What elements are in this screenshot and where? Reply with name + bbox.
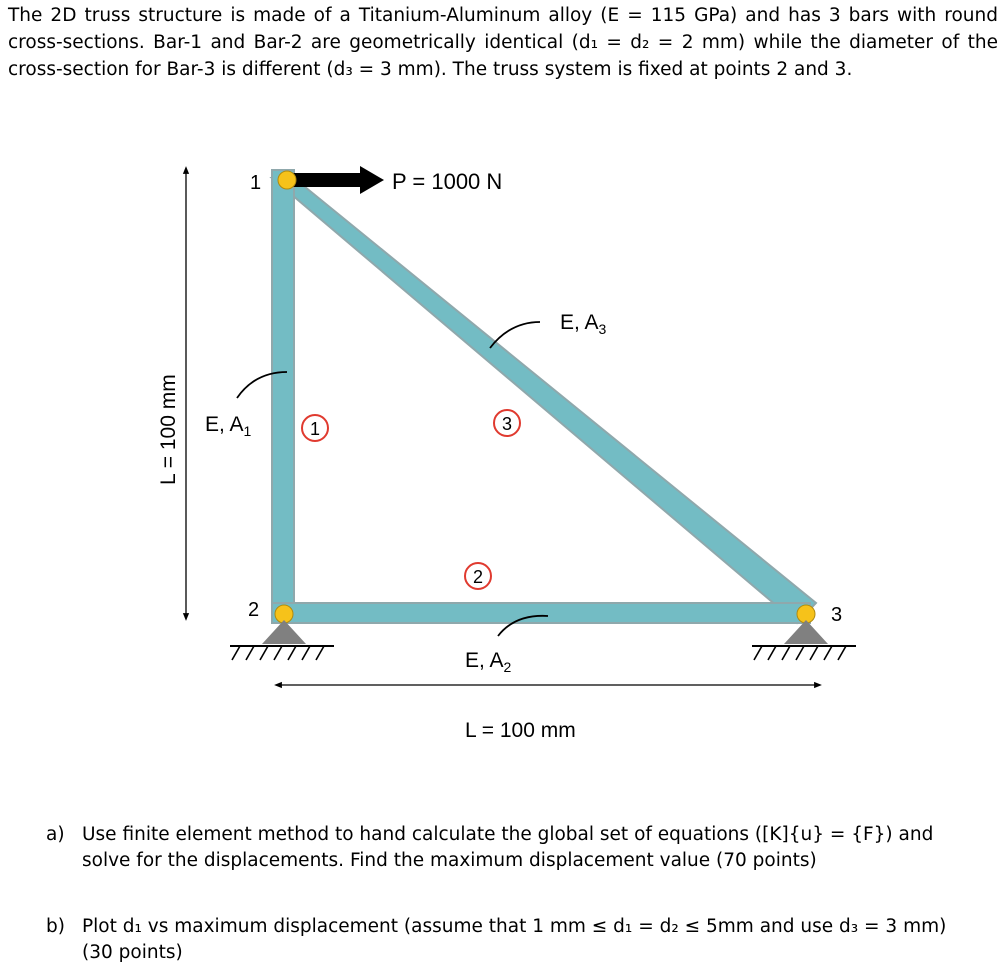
intro-line-4: 2 and 3. <box>776 59 853 80</box>
intro-line-1: The 2D truss structure is made of a Titanium-Aluminum alloy (E = 115 GPa) and has 3 bars with <box>8 5 937 26</box>
bar-3 <box>272 178 816 623</box>
intro-line-3: diameter of the cross-section for Bar-3 is different (d₃ = 3 mm). The truss system is fixed at points <box>8 32 998 80</box>
question-b-letter: b) <box>46 916 65 937</box>
truss-diagram <box>0 150 1004 750</box>
bar-3-props: E, $A_3$ <box>560 311 607 337</box>
support-node-3 <box>752 620 856 660</box>
question-a-text: Use finite element method to hand calculate the global set of equations ([K]{u} = {F}) and solve for the displacements. Find the maximum displacement value (70 points) <box>82 824 934 871</box>
bar-number-1 <box>302 415 328 441</box>
bar-number-2-text: 2 <box>472 567 484 587</box>
bar-number-1-text: 1 <box>309 419 321 439</box>
intro-line-2: round cross-sections. Bar-1 and Bar-2 are geometrically identical (d₁ = d₂ = 2 mm) while the <box>8 5 998 53</box>
bar-2-props: E, $A_2$ <box>465 649 512 675</box>
question-b-text: Plot d₁ vs maximum displacement (assume that 1 mm ≤ d₁ = d₂ ≤ 5mm and use d₃ = 3 mm) (30 points) <box>82 916 947 963</box>
support-node-2 <box>230 620 334 660</box>
bar-number-3 <box>494 410 520 436</box>
node-label-3: 3 <box>831 604 843 626</box>
load-label: P = 1000 N <box>392 169 503 194</box>
question-b <box>46 914 976 966</box>
dimension-horizontal-label: L = 100 mm <box>465 719 576 742</box>
bar-1-props: E, $A_1$ <box>205 413 252 439</box>
problem-statement <box>8 2 998 83</box>
truss-bars <box>272 170 816 623</box>
question-a <box>46 822 976 874</box>
bar-2 <box>272 603 810 623</box>
pin-node-1 <box>278 171 296 189</box>
node-label-2: 2 <box>248 599 260 621</box>
node-label-1: 1 <box>250 172 262 194</box>
bar-1 <box>272 170 294 614</box>
question-a-letter: a) <box>46 824 65 845</box>
dimension-vertical-label: L = 100 mm <box>157 374 180 485</box>
bar-number-2 <box>465 563 491 589</box>
bar-number-3-text: 3 <box>501 414 513 434</box>
